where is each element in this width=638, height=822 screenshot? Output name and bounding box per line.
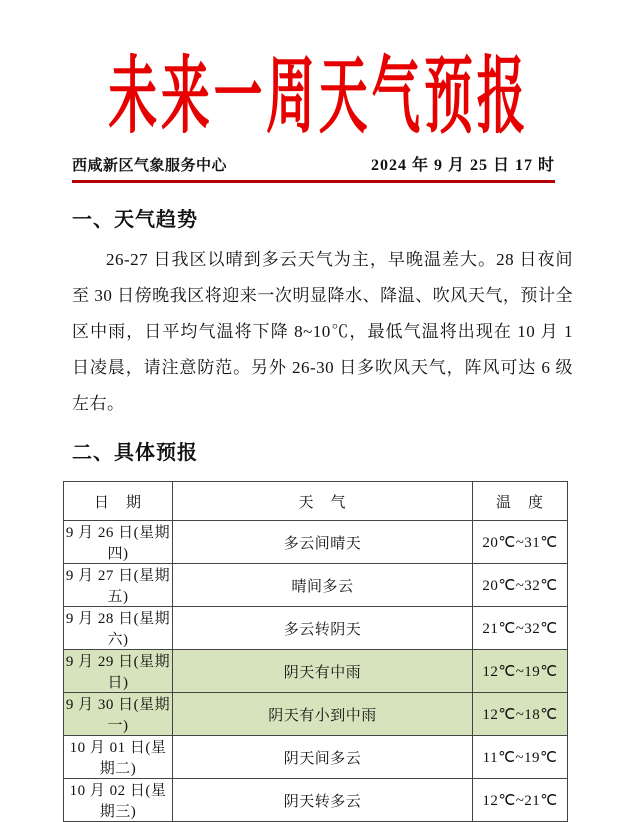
cell-date: 9 月 28 日(星期六) (64, 607, 173, 650)
cell-weather: 多云间晴天 (173, 521, 473, 564)
issue-datetime: 2024 年 9 月 25 日 17 时 (370, 157, 555, 174)
cell-weather: 阴天有中雨 (173, 650, 473, 693)
page-title-text: 未来一周天气预报 (108, 49, 530, 143)
cell-date: 9 月 29 日(星期日) (64, 650, 173, 693)
table-row-highlighted (64, 693, 568, 736)
cell-weather: 阴天间多云 (173, 736, 473, 779)
cell-weather: 晴间多云 (173, 564, 473, 607)
cell-weather: 阴天转多云 (173, 779, 473, 822)
cell-temp: 20℃~31℃ (473, 521, 568, 564)
cell-date: 9 月 27 日(星期五) (64, 564, 173, 607)
trend-paragraph: 26-27 日我区以晴到多云天气为主，早晚温差大。28 日夜间至 30 日傍晚我区将迎来一次明显降水、降温、吹风天气，预计全区中雨，日平均气温将下降 8~10℃，最低气温将出现在 10 月 1 日凌晨，请注意防范。另外 26-30 日多吹风天气，阵风可达 6 级左右。 (72, 250, 573, 413)
table-row (64, 521, 568, 564)
cell-date: 10 月 02 日(星期三) (64, 779, 173, 822)
cell-weather: 阴天有小到中雨 (173, 693, 473, 736)
cell-temp: 12℃~18℃ (473, 693, 568, 736)
cell-temp: 12℃~21℃ (473, 779, 568, 822)
org-name: 西咸新区气象服务中心 (72, 157, 228, 174)
cell-weather: 多云转阴天 (173, 607, 473, 650)
cell-temp: 11℃~19℃ (473, 736, 568, 779)
cell-date: 10 月 01 日(星期二) (64, 736, 173, 779)
table-row-highlighted (64, 650, 568, 693)
cell-temp: 21℃~32℃ (473, 607, 568, 650)
table-row (64, 607, 568, 650)
cell-date: 9 月 30 日(星期一) (64, 693, 173, 736)
trend-heading: 一、天气趋势 (72, 209, 198, 231)
page-title (63, 44, 575, 148)
forecast-table (63, 481, 568, 822)
col-header-weather: 天 气 (173, 482, 473, 521)
masthead (72, 152, 555, 183)
cell-temp: 12℃~19℃ (473, 650, 568, 693)
table-row (64, 736, 568, 779)
cell-temp: 20℃~32℃ (473, 564, 568, 607)
cell-date: 9 月 26 日(星期四) (64, 521, 173, 564)
forecast-heading: 二、具体预报 (72, 442, 198, 464)
table-row (64, 564, 568, 607)
table-row (64, 779, 568, 822)
table-header-row (64, 482, 568, 521)
document-page (0, 44, 638, 822)
col-header-temp: 温 度 (473, 482, 568, 521)
col-header-date: 日 期 (64, 482, 173, 521)
